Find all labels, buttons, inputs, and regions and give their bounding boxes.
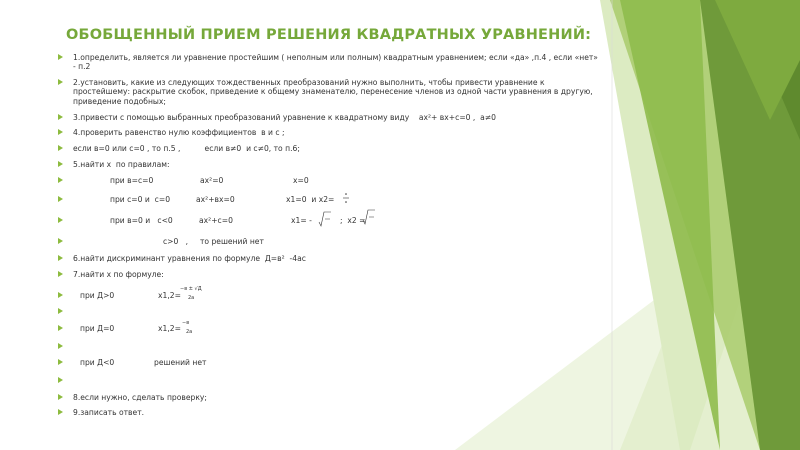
bullet-icon xyxy=(58,217,63,223)
rule-2-equation: ах²+вх=0 xyxy=(196,195,235,204)
step-4-condition-text: если в=0 или с=0 , то п.5 , если в≠0 и с≠0, то п.6; xyxy=(73,144,300,153)
rule-4-condition: с>0 , xyxy=(163,237,189,246)
rule-3-solution: х1= - xyxy=(291,216,312,225)
page-title: ОБОБЩЕННЫЙ ПРИЕМ РЕШЕНИЯ КВАДРАТНЫХ УРАВНЕНИЙ: xyxy=(66,27,592,43)
step-3-text: 3.привести с помощью выбранных преобразований уравнение к квадратному виду ах²+ вх+с=0 , а≠0 xyxy=(73,113,497,122)
bullet-icon xyxy=(58,394,63,400)
bullet-icon xyxy=(58,359,63,365)
rule-3-equation: ах²+с=0 xyxy=(199,216,233,225)
d-positive-denominator: 2а xyxy=(188,295,195,301)
bullet-icon xyxy=(58,325,63,331)
rule-3-condition: при в=0 и с<0 xyxy=(110,216,173,225)
d-positive-condition: при Д>0 xyxy=(80,291,115,300)
d-zero-numerator: −в xyxy=(182,320,190,326)
rule-1-solution: х=0 xyxy=(293,176,309,185)
step-2-text: 2.установить, какие из следующих тождественных преобразований нужно выполнить, чтобы привести уравнение к простейшему: раскрытие скобок, приведение к общему знаменателю, перенесение членов из одной части уравнения в другую, приведение подобных; xyxy=(73,78,593,106)
step-1-text: 1.определить, является ли уравнение простейшим ( неполным или полным) квадратным уравнением; если «да» ,п.4 , если «нет» - п.2 xyxy=(73,53,598,72)
d-negative-condition: при Д<0 xyxy=(80,358,115,367)
rule-1-equation: ах²=0 xyxy=(200,176,224,185)
bullet-icon xyxy=(58,292,63,298)
step-9-text: 9.записать ответ. xyxy=(73,408,145,417)
rule-4-solution: то решений нет xyxy=(200,237,264,246)
bullet-icon xyxy=(58,377,63,383)
rule-1-condition: при в=с=0 xyxy=(110,176,154,185)
step-4-text: 4.проверить равенство нулю коэффициентов в и с ; xyxy=(73,128,285,137)
bullet-icon xyxy=(58,145,63,151)
bullet-icon xyxy=(58,79,63,85)
square-root-icon xyxy=(362,208,376,228)
d-positive-numerator: −в ± √Д xyxy=(180,286,202,292)
d-positive-formula: х1,2= xyxy=(158,291,181,300)
bullet-icon xyxy=(58,271,63,277)
step-7-text: 7.найти х по формуле: xyxy=(73,270,164,279)
fraction-icon xyxy=(342,189,350,207)
bullet-icon xyxy=(58,409,63,415)
bullet-icon xyxy=(58,161,63,167)
d-zero-formula: х1,2= xyxy=(158,324,181,333)
square-root-icon xyxy=(318,210,332,230)
bullet-icon xyxy=(58,255,63,261)
step-8-text: 8.если нужно, сделать проверку; xyxy=(73,393,207,402)
bullet-icon xyxy=(58,196,63,202)
bullet-icon xyxy=(58,54,63,60)
step-6-text: 6.найти дискриминант уравнения по формуле Д=в² -4ас xyxy=(73,254,306,263)
bullet-icon xyxy=(58,177,63,183)
rule-2-solution: х1=0 и х2= xyxy=(286,195,335,204)
rule-2-condition: при с=0 и с=0 xyxy=(110,195,171,204)
step-5-text: 5.найти х по правилам: xyxy=(73,160,170,169)
rule-3-solution-2: ; х2 = xyxy=(340,216,366,225)
bullet-icon xyxy=(58,308,63,314)
d-zero-condition: при Д=0 xyxy=(80,324,115,333)
d-negative-solution: решений нет xyxy=(154,358,207,367)
d-zero-denominator: 2а xyxy=(186,329,193,335)
bullet-icon xyxy=(58,343,63,349)
bullet-icon xyxy=(58,114,63,120)
bullet-icon xyxy=(58,238,63,244)
bullet-icon xyxy=(58,129,63,135)
